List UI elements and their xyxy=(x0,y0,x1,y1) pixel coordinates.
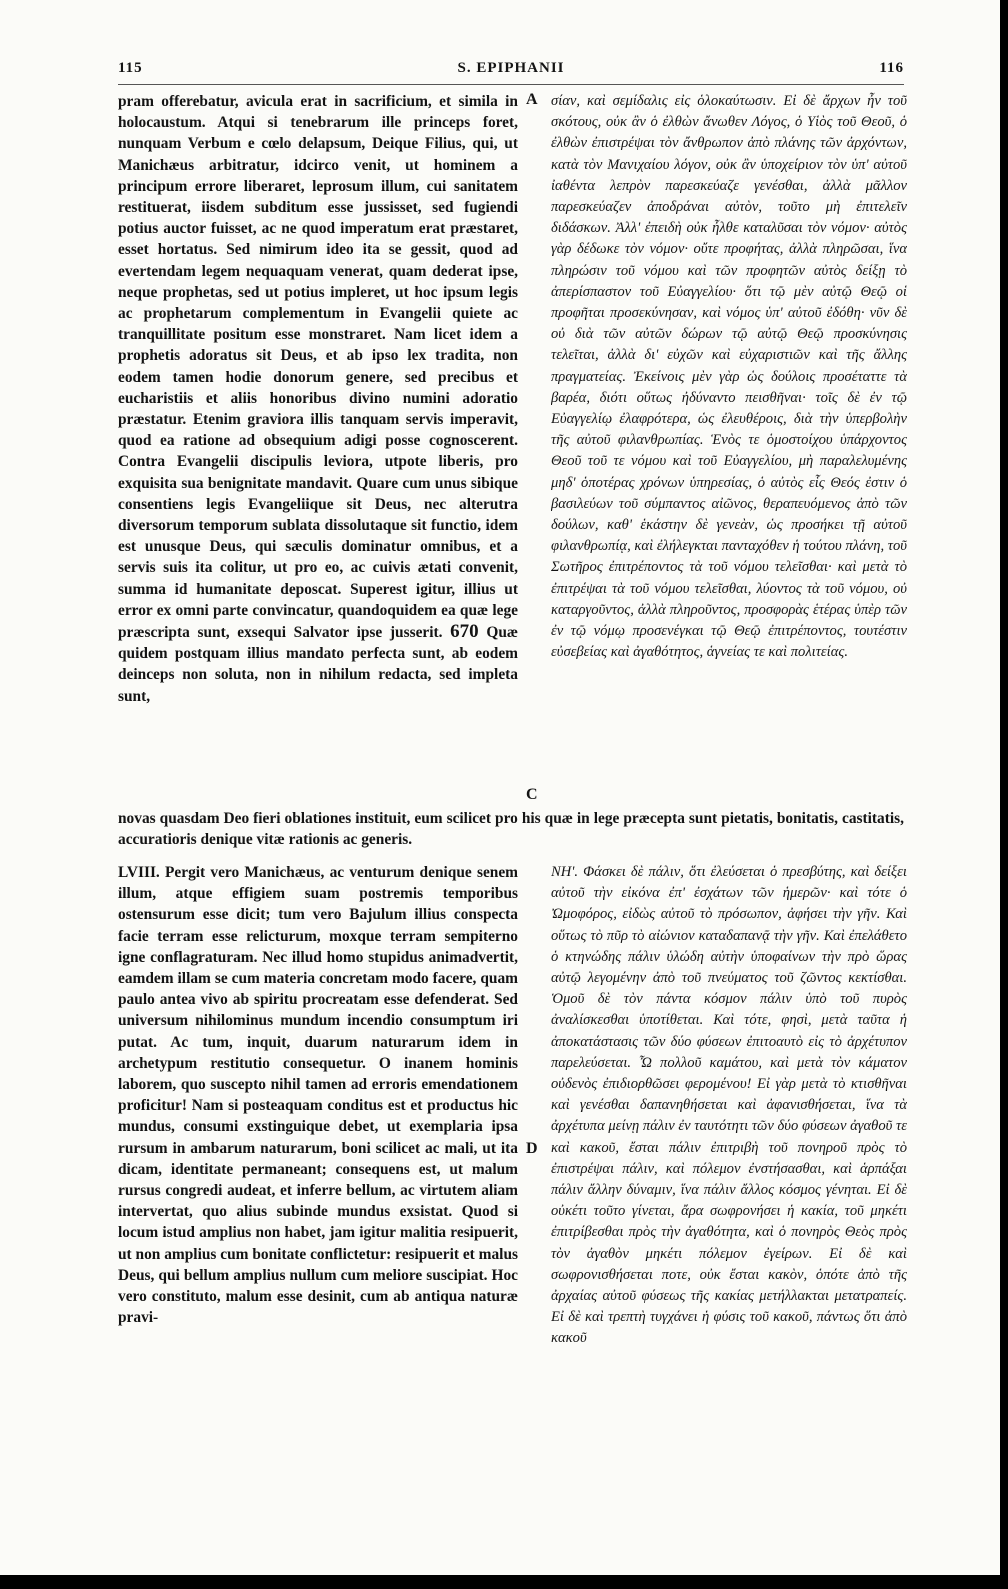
latin-paragraph-top xyxy=(118,91,518,707)
greek-column-top xyxy=(551,91,907,813)
running-header xyxy=(118,60,904,84)
page-number-right: 116 xyxy=(879,60,904,76)
latin-column-top xyxy=(118,91,518,811)
greek-paragraph-top: σίαν, καὶ σεμίδαλις εἰς ὁλοκαύτωσιν. Εἰ δὲ ἄρχων ἦν τοῦ σκότους, οὐκ ἂν ὁ ἐλθὼν ἄνωθεν Λόγος, ὁ Υἱὸς τοῦ Θεοῦ, ὁ ἐλθὼν ἐπιστρέψαι τὸν ἄνθρωπον ἀπὸ πλάνης τῶν ἀρχόντων, κατὰ τὸν Μανιχαίου λόγον, οὐκ ἂν ὑποχείριον τὸν ὑπ' αὐτοῦ ἰαθέντα λεπρὸν παρεσκεύαζε γενέσθαι, ἀλλὰ μᾶλλον παρεσκεύαζεν ἀποδράναι αὐτὸν, τοῦτο μὴ ἐπιτελεῖν διδάσκων. Ἀλλ' ἐπειδὴ οὐκ ἦλθε καταλῦσαι τὸν νόμον· αὐτὸς γὰρ δέδωκε τὸν νόμον· οὔτε προφήτας, ἀλλὰ πληρῶσαι, ἵνα πληρώσιν τοῦ νόμου καὶ τῶν προφητῶν αὐτὸς δείξῃ τὸ ἀπερίσπαστον τοῦ Εὐαγγελίου· ὅτι τῷ μὲν αὐτῷ Θεῷ οἱ προφῆται προσεκύνησαν, καὶ νόμος ὑπ' αὐτοῦ ἐδόθη· νῦν δὲ οὐ διὰ τῶν αὐτῶν δώρων τῷ αὐτῷ Θεῷ προσκύνησις τελεῖται, ἀλλὰ δι' εὐχῶν καὶ εὐχαριστιῶν καὶ τῆς ἄλλης πραγματείας. Ἐκείνοις μὲν γὰρ ὡς δούλοις προσέταττε τὰ βαρέα, διότι οὕτως ἠδύναντο πεισθῆναι· τοῖς δὲ ἐν τῷ Εὐαγγελίῳ ἐλαφρότερα, ὡς ἐλευθέροις, διὰ τὴν ὑπερβολὴν τῆς αὐτοῦ φιλανθρωπίας. Ἑνὸς τε ὁμοστοίχου ὑπάρχοντος Θεοῦ τοῦ τε νόμου καὶ τοῦ Εὐαγγελίου, μὴ παραλελυμένης μηδ' ὁποτέρας χρόνων ὑπηρεσίας, ὁ αὐτὸς εἷς Θεός ἐστιν ὁ βασιλεύων τοῦ σύμπαντος αἰῶνος, θεραπευόμενος ἀπὸ τῶν δούλων, καθ' ἑκάστην δὲ γενεὰν, ὡς προσήκει τῇ αὐτοῦ φιλανθρωπίᾳ, καὶ ἐλήλεγκται πανταχόθεν ἡ τούτου πλάνη, τοῦ Σωτῆρος ἐπιτρέποντος τὰ τοῦ νόμου τελεῖσθαι· καὶ μετὰ τὸ ἐπιτρέψαι τὰ τοῦ νόμου τελεῖσθαι, λύοντος τὰ τοῦ νόμου, οὐ καταργοῦντος, ἀλλὰ πληροῦντος, προσφορὰς ἑτέρας ὑπὲρ τῶν ἐν τῷ νόμῳ προσενέγκαι τῷ Θεῷ ἐπιτρέποντος, τουτέστιν εὐσεβείας καὶ ἀγαθότητος, ἁγνείας τε καὶ πολιτείας. xyxy=(551,93,907,661)
latin-text-before-number: pram offerebatur, avicula erat in sacrificium, et simila in holocaustum. Atqui si tenebrarum ille princeps foret, nunquam Verbum e cœlo delapsum, Deique Filius, qui, ut Manichæus arbitratur, idcirco venit, ut hominem a principum errore liberaret, leprosum illum, cui sanitatem restituerat, iisdem subditum esse jussisset, sed fugiendi potius auctor fuisset, ac ne quod imperatum erat præstaret, esset hortatus. Sed nimirum ideo ita se gessit, quod ad evertendam legem nequaquam venerat, quam dederat ipse, neque prophetas, sed ut potius impleret, ut hoc ipsum legis ac prophetarum complementum in Evangelii quiete ac tranquillitate positum esse monstraret. Nam licet idem a prophetis adoratus sit Deus, et ab ipso lex tradita, non eodem tamen hodie donorum genere, sed precibus et eucharistiis et aliis honoribus divino numini adoratio præstatur. Etenim graviora illis tanquam servis imperavit, quod ea ratione ad obsequium adigi posse cognoscerent. Contra Evangelii discipulis leviora, utpote liberis, pro exquisita sua benignitate mandavit. Quare cum unus sibique consentiens legis Evangeliique sit Deus, nec alterutra diversorum temporum sublata dissolutaque sit functio, idem est unusque Deus, qui sæculis dominatur omnibus, et a servis suis ita colitur, ut pro eo, ac cuivis ætati convenit, summa id humanitate deposcat. Superest igitur, illius ut error ex omni parte convincatur, quandoquidem ea quæ lege præscripta sunt, exsequi Salvator ipse jusserit. xyxy=(118,93,518,642)
page-number-left: 115 xyxy=(118,60,143,76)
header-rule xyxy=(118,84,904,85)
full-width-line: novas quasdam Deo fieri oblationes instituit, eum scilicet pro his quæ in lege præcepta sunt pietatis, bonitatis, castitatis, accuratioris denique vitæ rationis ac generis. xyxy=(118,810,904,849)
section-marker-a: A xyxy=(526,91,538,108)
latin-paragraph-lviii: LVIII. Pergit vero Manichæus, ac venturum denique senem illum, atque effigiem suam postremis temporibus ostensurum esse dicit; tum vero Bajulum illius conspecta facie terram esse relicturum, moxque terram sempiterno igne conflagraturam. Nec illud homo stupidus animadvertit, eamdem illam se cum materia concretam modo facere, quam paulo antea vivo ab spiritu procreatam esse defenderat. Sed universum nihilominus mundum incendio consumptum iri putat. Ac tum, inquit, duarum naturarum idem in archetypum restitutio consequetur. O inanem hominis laborem, quo suscepto nihil tamen ad erroris emendationem proficitur! Nam si posteaquam conditus est et productus hic mundus, consumi exstinguique debet, ut exemplaria ipsa rursum in ambarum naturarum, boni scilicet ac mali, ut ita dicam, identitate permaneant; consequens est, ut malum rursus congredi audeat, et inferre bellum, ac virtutem aliam intervertat, quo alius subinde mundus exsistat. Quod si locum istud amplius non habet, jam igitur malitia resipuerit, ut non amplius cum bonitate conflictetur: resipuerit et malus Deus, qui bellum amplius nullum cum meliore suscipiat. Hoc vero constituto, malum esse desinit, cum ab antiqua naturæ pravi- xyxy=(118,864,518,1327)
column-number: 670 xyxy=(450,621,479,643)
greek-paragraph-nh: ΝΗ'. Φάσκει δὲ πάλιν, ὅτι ἐλεύσεται ὁ πρεσβύτης, καὶ δείξει αὐτοῦ τὴν εἰκόνα ἐπ' ἐσχάτων τῶν ἡμερῶν· καὶ τότε ὁ Ὠμοφόρος, εἰδὼς αὐτοῦ τὸ πρόσωπον, ἀφήσει τὴν γῆν. Καὶ οὕτως τὸ πῦρ τὸ αἰώνιον καταδαπανᾷ τὴν γῆν. Καὶ ἐπελάθετο ὁ κτηνώδης πάλιν ὑλώδη αὐτὴν ὑποφαίνων τὴν πρὸ ὥρας αὐτῷ λεγομένην ἀπὸ τοῦ πνεύματος τοῦ ζῶντος κεκτίσθαι. Ὁμοῦ δὲ τὸν πάντα κόσμον πάλιν ὑπὸ τοῦ πυρὸς ἀναλίσκεσθαι ὑποτίθεται. Καὶ τότε, φησὶ, μετὰ ταῦτα ἡ ἀποκατάστασις τῶν δύο φύσεων ἐπιτοαυτὸ εἰς τὸ ἀρχέτυπον παρελεύσεται. Ὦ πολλοῦ καμάτου, καὶ μετὰ τὸν κάματον οὐδενὸς ἐπιδιορθῶσει φερομένου! Εἰ γὰρ μετὰ τὸ κτισθῆναι καὶ γενέσθαι δαπανηθήσεται καὶ ἀφανισθήσεται, ἵνα τὰ ἀρχέτυπα μείνῃ πάλιν ἐν ταυτότητι τῶν δύο φύσεων ἀγαθοῦ τε καὶ κακοῦ, ἔσται πάλιν ἐπιτριβὴ τοῦ πονηροῦ πρὸς τὸ ἐπιστρέψαι πάλιν, καὶ πόλεμον ἐνστήσασθαι, καὶ ἁρπάξαι πάλιν ἄλλην δύναμιν, ἵνα πάλιν ἄλλος κόσμος γένηται. Εἰ δὲ οὐκέτι τοῦτο γίνεται, ἄρα σωφρονήσει ἡ κακία, τοῦ μηκέτι ἐπιτρίβεσθαι πρὸς τὴν ἀγαθότητα, καὶ ὁ πονηρὸς Θεὸς πρὸς τὸν ἀγαθὸν μηκέτι πόλεμον ἐγείρων. Εἰ δὲ καὶ σωφρονισθήσεται ποτε, οὐκ ἔσται κακὸν, ὁπότε ἀπὸ τῆς ἀρχαίας αὐτοῦ φύσεως τῆς κακίας μετήλλακται μετατραπείς. Εἰ δὲ καὶ τρεπτὴ τυγχάνει ἡ φύσις τοῦ κακοῦ, πάντως ὅτι ἀπὸ κακοῦ xyxy=(551,864,907,1347)
section-marker-c: C xyxy=(526,786,538,803)
greek-column-bottom xyxy=(551,862,907,1562)
running-title: S. EPIPHANII xyxy=(457,60,565,76)
latin-column-bottom xyxy=(118,862,518,1562)
latin-text-after-number: Quæ quidem postquam illius mandato perfecta sunt, ab eodem deinceps non soluta, non in nihilum redacta, sed impleta sunt, xyxy=(118,624,518,705)
section-marker-d: D xyxy=(526,1140,538,1157)
